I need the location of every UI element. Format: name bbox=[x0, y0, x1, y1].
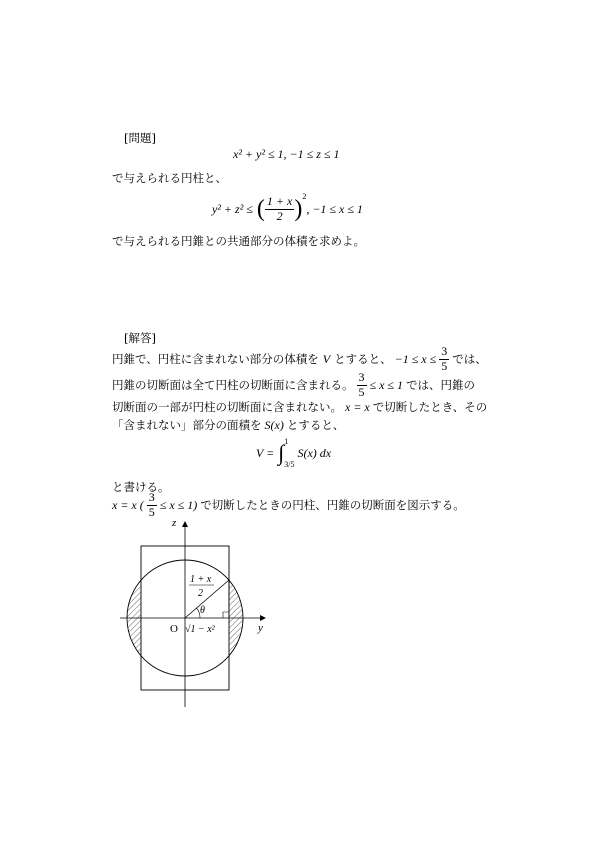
l6c: で切断したときの円柱、円錐の切断面を図示する。 bbox=[200, 498, 465, 512]
radius-den-label: 2 bbox=[198, 588, 203, 599]
integral-lower: 3/5 bbox=[284, 460, 295, 469]
integral-upper: 1 bbox=[284, 437, 289, 446]
cylinder-inequality: x² + y² ≤ 1, −1 ≤ z ≤ 1 bbox=[233, 147, 340, 161]
axis-z-label: z bbox=[172, 517, 177, 529]
z-axis-arrow bbox=[182, 521, 188, 527]
cone-text: で与えられる円錐との共通部分の体積を求めよ。 bbox=[112, 234, 365, 248]
cone-numerator: 1 + x bbox=[266, 194, 293, 209]
l1d: では、 bbox=[452, 352, 487, 366]
l6a: x = x ( bbox=[112, 497, 144, 512]
l2c: では、円錐の bbox=[406, 378, 475, 392]
axis-y-label: y bbox=[258, 622, 263, 634]
fraction-num: 3 bbox=[441, 344, 448, 359]
radius-line bbox=[185, 580, 229, 618]
volume-symbol: V bbox=[322, 351, 331, 366]
solution-line-3 bbox=[112, 399, 487, 415]
integral-sign: ∫ bbox=[278, 440, 285, 465]
cone-exponent: 2 bbox=[302, 192, 307, 201]
integral-lhs: V = bbox=[256, 445, 275, 460]
fraction-3-5-b bbox=[357, 371, 367, 398]
cross-section-figure bbox=[110, 515, 275, 710]
sqrt-label: √1 − x² bbox=[185, 624, 215, 635]
fraction-3-5 bbox=[439, 345, 449, 372]
radius-num-label: 1 + x bbox=[190, 574, 212, 585]
fraction-den-b: 5 bbox=[358, 384, 365, 399]
cone-inequality: y² + z² ≤ ( $\frac{1 + x}{2}$ ) $^2$ , −1 ≤ x ≤ 1 bbox=[212, 192, 363, 223]
solution-heading: [解答] bbox=[124, 331, 156, 345]
cone-fraction bbox=[265, 195, 294, 222]
angle-label: θ bbox=[200, 605, 205, 616]
y-axis-arrow bbox=[260, 615, 266, 621]
cone-range: , −1 ≤ x ≤ 1 bbox=[306, 201, 363, 216]
origin-label: O bbox=[170, 623, 178, 635]
l3b: で切断したとき、その bbox=[372, 400, 488, 414]
l3a: 切断面の一部が円柱の切断面に含まれない。 bbox=[112, 400, 342, 414]
l1b: とすると、 bbox=[334, 352, 392, 366]
solution-line-4 bbox=[112, 417, 344, 433]
right-angle-mark bbox=[223, 612, 229, 618]
l4a: 「含まれない」部分の面積を bbox=[112, 418, 262, 432]
solution-line-5: と書ける。 bbox=[112, 480, 170, 494]
integral-body: S(x) dx bbox=[297, 445, 332, 460]
l3x: x = x bbox=[345, 399, 370, 414]
l1a: 円錐で、円柱に含まれない部分の体積を bbox=[112, 352, 319, 366]
fraction-num-c: 3 bbox=[148, 490, 155, 505]
l2a: 円錐の切断面は全て円柱の切断面に含まれる。 bbox=[112, 378, 354, 392]
l2b: ≤ x ≤ 1 bbox=[369, 377, 403, 392]
integral-limits bbox=[284, 437, 294, 469]
l6b: ≤ x ≤ 1) bbox=[159, 497, 198, 512]
fraction-den: 5 bbox=[441, 358, 448, 373]
l4S: S(x) bbox=[264, 417, 284, 432]
solution-line-2 bbox=[112, 372, 475, 398]
cylinder-text: で与えられる円柱と、 bbox=[112, 171, 227, 185]
l1c: −1 ≤ x ≤ bbox=[394, 351, 437, 366]
integral-equation bbox=[256, 436, 331, 470]
l4b: とすると、 bbox=[286, 418, 345, 432]
fraction-den-c: 5 bbox=[148, 504, 155, 519]
cone-lhs: y² + z² ≤ bbox=[212, 201, 253, 216]
solution-line-1 bbox=[112, 346, 487, 372]
problem-heading: [問題] bbox=[124, 131, 156, 145]
cone-denominator: 2 bbox=[276, 208, 283, 223]
fraction-num-b: 3 bbox=[358, 370, 365, 385]
